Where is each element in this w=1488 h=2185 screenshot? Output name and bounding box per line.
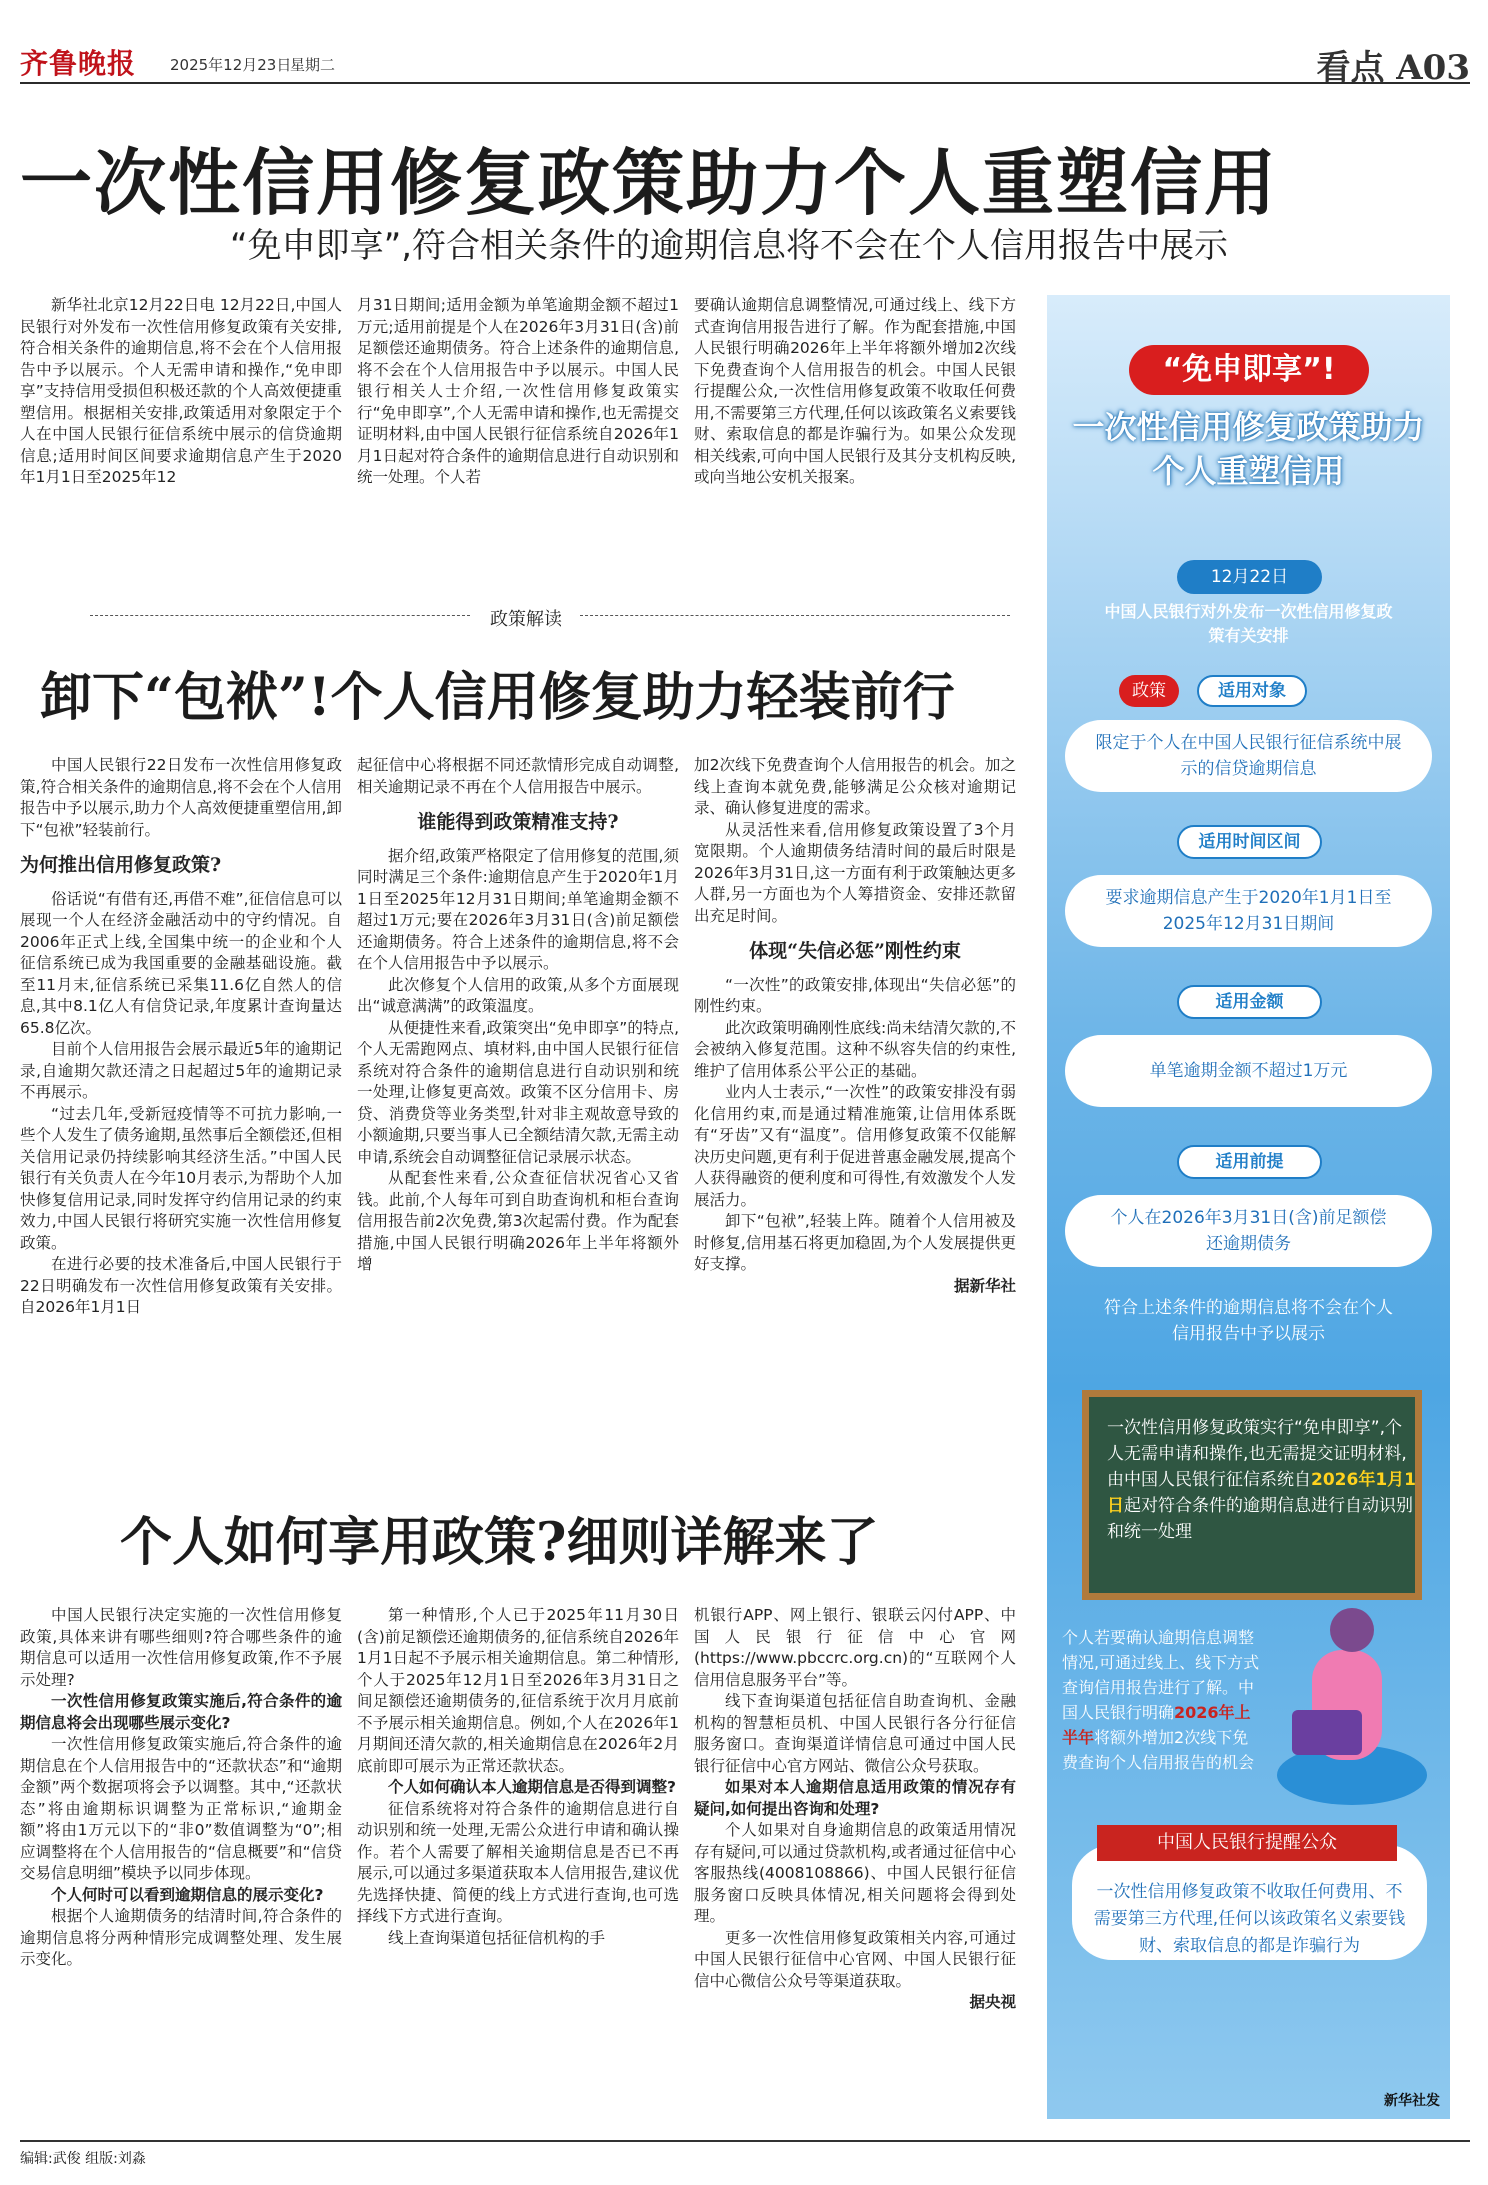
page-footer: 编辑:武俊 组版:刘淼 bbox=[20, 2140, 1470, 2168]
section-divider bbox=[90, 605, 1010, 630]
policy-tag: 政策 bbox=[1119, 675, 1179, 707]
paragraph: 从便捷性来看,政策突出“免申即享”的特点,个人无需跑网点、填材料,由中国人民银行征信系统对符合条件的逾期信息进行自动识别和统一处理,让修复更高效。政策不区分信用卡、房贷、消费贷等业务类型,针对非主观故意导致的小额逾期,只要当事人已全额结清欠款,无需主动申请,系统会自动调整征信记录展示状态。 bbox=[357, 1018, 679, 1166]
paragraph: 中国人民银行决定实施的一次性信用修复政策,具体来讲有哪些细则?符合哪些条件的逾期信息可以适用一次性信用修复政策,作不予展示处理? bbox=[20, 1606, 342, 1689]
paragraph: 中国人民银行22日发布一次性信用修复政策,符合相关条件的逾期信息,将不会在个人信用报告中予以展示,助力个人高效便捷重塑信用,卸下“包袱”轻装前行。 bbox=[20, 756, 342, 839]
period-tag: 适用时间区间 bbox=[1177, 825, 1322, 859]
source-credit: 据央视 bbox=[969, 1993, 1016, 2011]
paragraph: “过去几年,受新冠疫情等不可抗力影响,一些个人发生了债务逾期,虽然事后全额偿还,但相关信用记录仍持续影响其经济生活。”中国人民银行有关负责人在今年10月表示,为帮助个人加快修复信用记录,同时发挥守约信用记录的约束效力,中国人民银行将研究实施一次性信用修复政策。 bbox=[20, 1104, 342, 1252]
details-column-1 bbox=[20, 1605, 342, 1971]
board-text-a: 一次性信用修复政策实行“免申即享”,个人无需申请和操作,也无需提交证明材料,由中国人民银行征信系统自 bbox=[1107, 1418, 1407, 1490]
paragraph: 此次修复个人信用的政策,从多个方面展现出“诚意满满”的政策温度。 bbox=[357, 975, 679, 1015]
premise-tag: 适用前提 bbox=[1177, 1145, 1322, 1179]
paragraph: 个人如果对自身逾期信息的政策适用情况存有疑问,可以通过贷款机构,或者通过征信中心客服热线(4008108866)、中国人民银行征信服务窗口反映具体情况,相关问题将会得到处理。 bbox=[694, 1821, 1016, 1925]
query-text bbox=[1062, 1625, 1262, 1775]
chalkboard bbox=[1082, 1390, 1422, 1600]
amount-tag: 适用金额 bbox=[1177, 985, 1322, 1019]
date-pill: 12月22日 bbox=[1177, 560, 1322, 594]
paragraph: 第一种情形,个人已于2025年11月30日(含)前足额偿还逾期债务的,征信系统自2026年1月1日起不予展示相关逾期信息。第二种情形,个人于2025年12月1日至2026年3月31日之间足额偿还逾期债务的,征信系统于次月月底前不予展示相关逾期信息。例如,个人在2026年1月期间还清欠款的,相关逾期信息在2026年2月底前即可展示为正常还款状态。 bbox=[357, 1606, 679, 1775]
paragraph: 线下查询渠道包括征信自助查询机、金融机构的智慧柜员机、中国人民银行各分行征信服务窗口。查询渠道详情信息可通过中国人民银行征信中心官方网站、微信公众号获取。 bbox=[694, 1692, 1016, 1775]
policy-column-3 bbox=[694, 755, 1016, 1297]
paragraph: 征信系统将对符合条件的逾期信息进行自动识别和统一处理,无需公众进行申请和确认操作。若个人需要了解相关逾期信息是否已不再展示,可以通过多渠道获取本人信用报告,建议优先选择快捷、简便的线上方式进行查询,也可选择线下方式进行查询。 bbox=[357, 1799, 679, 1925]
query-text-b: 将额外增加2次线下免费查询个人信用报告的机会 bbox=[1062, 1728, 1255, 1772]
paragraph: 在进行必要的技术准备后,中国人民银行于22日明确发布一次性信用修复政策有关安排。自2026年1月1日 bbox=[20, 1255, 342, 1316]
page-headline: 一次性信用修复政策助力个人重塑信用 bbox=[20, 140, 1279, 225]
masthead bbox=[20, 40, 1470, 88]
paragraph: 起征信中心将根据不同还款情形完成自动调整,相关逾期记录不再在个人信用报告中展示。 bbox=[357, 756, 679, 796]
infographic-badge: “免申即享”! bbox=[1129, 345, 1369, 395]
premise-card: 个人在2026年3月31日(含)前足额偿还逾期债务 bbox=[1065, 1195, 1432, 1267]
paragraph: 卸下“包袱”,轻装上阵。随着个人信用被及时修复,信用基石将更加稳固,为个人发展提供更好支撑。 bbox=[694, 1212, 1016, 1273]
paragraph: 据介绍,政策严格限定了信用修复的范围,须同时满足三个条件:逾期信息产生于2020年1月1日至2025年12月31日期间;单笔逾期金额不超过1万元;要在2026年3月31日(含)前足额偿还逾期债务。符合上述条件的逾期信息,将不会在个人信用报告中予以展示。 bbox=[357, 846, 679, 972]
query-text-a: 个人若要确认逾期信息调整情况,可通过线上、线下方式查询信用报告进行了解。中国人民银行明确 bbox=[1062, 1628, 1260, 1722]
paragraph: 此次政策明确刚性底线:尚未结清欠款的,不会被纳入修复范围。这种不纵容失信的约束性,维护了信用体系公平公正的基础。 bbox=[694, 1018, 1016, 1080]
paragraph: 从灵活性来看,信用修复政策设置了3个月宽限期。个人逾期债务结清时间的最后时限是2026年3月31日,这一方面有利于政策触达更多人群,另一方面也为个人筹措资金、安排还款留出充足时间。 bbox=[694, 820, 1016, 925]
policy-column-1 bbox=[20, 755, 342, 1319]
section-label: 看点 A03 bbox=[1316, 48, 1470, 88]
news-column-2 bbox=[357, 295, 679, 489]
paragraph: “一次性”的政策安排,体现出“失信必惩”的刚性约束。 bbox=[694, 975, 1016, 1015]
divider-label: 政策解读 bbox=[490, 609, 562, 630]
paragraph: 一次性信用修复政策实施后,符合条件的逾期信息在个人信用报告中的“还款状态”和“逾期金额”两个数据项将会予以调整。其中,“还款状态”将由逾期标识调整为正常标识,“逾期金额”将由1万元以下的“非0”数值调整为“0”;相应调整将在个人信用报告的“信息概要”和“信贷交易信息明细”模块予以同步体现。 bbox=[20, 1735, 342, 1882]
divider-line bbox=[580, 615, 1010, 616]
paragraph: 更多一次性信用修复政策相关内容,可通过中国人民银行征信中心官网、中国人民银行征信中心微信公众号等渠道获取。 bbox=[694, 1928, 1016, 1990]
target-tag: 适用对象 bbox=[1197, 675, 1307, 707]
question: 如果对本人逾期信息适用政策的情况存有疑问,如何提出咨询和处理? bbox=[694, 1778, 1016, 1818]
date-description: 中国人民银行对外发布一次性信用修复政策有关安排 bbox=[1104, 602, 1393, 645]
paragraph: 俗话说“有借有还,再借不难”,征信信息可以展现一个人在经济金融活动中的守约情况。自2006年正式上线,全国集中统一的企业和个人征信系统已成为我国重要的金融基础设施。截至11月末,征信系统已采集11.6亿自然人的信息,其中8.1亿人有信贷记录,年度累计查询量达65.8亿次。 bbox=[20, 889, 342, 1037]
subheading: 体现“失信必惩”刚性约束 bbox=[749, 940, 961, 962]
infographic-title: 一次性信用修复政策助力个人重塑信用 bbox=[1072, 408, 1425, 490]
divider-line bbox=[90, 615, 470, 616]
news-paragraph: 新华社北京12月22日电 12月22日,中国人民银行对外发布一次性信用修复政策有关安排,符合相关条件的逾期信息,将不会在个人信用报告中予以展示。个人无需申请和操作,“免申即享”支持信用受损但积极还款的个人高效便捷重塑信用。根据相关安排,政策适用对象限定于个人在中国人民银行征信系统中展示的信贷逾期信息;适用时间区间要求逾期信息产生于2020年1月1日至2025年12 bbox=[20, 296, 342, 486]
paragraph: 目前个人信用报告会展示最近5年的逾期记录,自逾期欠款还清之日起超过5年的逾期记录不再展示。 bbox=[20, 1040, 342, 1101]
details-column-2 bbox=[357, 1605, 679, 1949]
page-subheadline: “免申即享”,符合相关条件的逾期信息将不会在个人信用报告中展示 bbox=[230, 226, 1229, 266]
infographic-credit: 新华社发 bbox=[1384, 2093, 1440, 2109]
question: 一次性信用修复政策实施后,符合条件的逾期信息将会出现哪些展示变化? bbox=[20, 1692, 342, 1732]
article-headline-policy: 卸下“包袱”!个人信用修复助力轻装前行 bbox=[40, 667, 955, 728]
paragraph: 线上查询渠道包括征信机构的手 bbox=[388, 1928, 606, 1947]
question: 个人何时可以看到逾期信息的展示变化? bbox=[51, 1885, 324, 1904]
amount-card: 单笔逾期金额不超过1万元 bbox=[1065, 1035, 1432, 1107]
details-column-3 bbox=[694, 1605, 1016, 2014]
chalkboard-text bbox=[1107, 1415, 1417, 1545]
target-card: 限定于个人在中国人民银行征信系统中展示的信贷逾期信息 bbox=[1065, 720, 1432, 792]
issue-weekday: 星期二 bbox=[290, 56, 336, 74]
news-column-1 bbox=[20, 295, 342, 489]
reader-illustration-icon bbox=[1272, 1590, 1432, 1810]
question: 个人如何确认本人逾期信息是否得到调整? bbox=[388, 1778, 676, 1796]
news-paragraph: 要确认逾期信息调整情况,可通过线上、线下方式查询信用报告进行了解。作为配套措施,中国人民银行明确2026年上半年将额外增加2次线下免费查询个人信用报告的机会。中国人民银行提醒公众,一次性信用修复政策不收取任何费用,不需要第三方代理,任何以该政策名义索要钱财、索取信息的都是诈骗行为。如果公众发现相关线索,可向中国人民银行及其分支机构反映,或向当地公安机关报案。 bbox=[694, 296, 1016, 486]
news-paragraph: 月31日期间;适用金额为单笔逾期金额不超过1万元;适用前提是个人在2026年3月31日(含)前足额偿还逾期债务。符合上述条件的逾期信息,将不会在个人信用报告中予以展示。中国人民银行相关人士介绍,一次性信用修复政策实行“免申即享”,个人无需申请和操作,也无需提交证明材料,由中国人民银行征信系统自2026年1月1日起对符合条件的逾期信息进行自动识别和统一处理。个人若 bbox=[357, 296, 679, 486]
policy-column-2 bbox=[357, 755, 679, 1276]
infographic-panel bbox=[1047, 295, 1450, 2119]
paragraph: 机银行APP、网上银行、银联云闪付APP、中国人民银行征信中心官网(https://www.pbccrc.org.cn)的“互联网个人信用信息服务平台”等。 bbox=[694, 1606, 1016, 1689]
article-headline-details: 个人如何享用政策?细则详解来了 bbox=[120, 1512, 879, 1573]
notice-label: 中国人民银行提醒公众 bbox=[1097, 1825, 1397, 1861]
newspaper-logo: 齐鲁晚报 bbox=[20, 47, 137, 80]
board-text-b: 起对符合条件的逾期信息进行自动识别和统一处理 bbox=[1107, 1496, 1413, 1542]
paragraph: 根据个人逾期债务的结清时间,符合条件的逾期信息将分两种情形完成调整处理、发生展示变化。 bbox=[20, 1907, 342, 1968]
result-text: 符合上述条件的逾期信息将不会在个人信用报告中予以展示 bbox=[1104, 1298, 1393, 1344]
subheading: 为何推出信用修复政策? bbox=[20, 854, 222, 876]
paragraph: 加2次线下免费查询个人信用报告的机会。加之线上查询本就免费,能够满足公众核对逾期记录、确认修复进度的需求。 bbox=[694, 756, 1016, 817]
notice-box: 一次性信用修复政策不收取任何费用、不需要第三方代理,任何以该政策名义索要钱财、索取信息的都是诈骗行为 bbox=[1072, 1845, 1427, 1960]
period-card: 要求逾期信息产生于2020年1月1日至2025年12月31日期间 bbox=[1065, 875, 1432, 947]
paragraph: 业内人士表示,“一次性”的政策安排没有弱化信用约束,而是通过精准施策,让信用体系既有“牙齿”又有“温度”。信用修复政策不仅能解决历史问题,更有利于促进普惠金融发展,提高个人获得融资的便利度和可得性,有效激发个人发展活力。 bbox=[694, 1083, 1016, 1209]
source-credit: 据新华社 bbox=[953, 1276, 1016, 1295]
query-highlight: 2026年上半年 bbox=[1062, 1703, 1251, 1747]
news-column-3 bbox=[694, 295, 1016, 489]
paragraph: 从配套性来看,公众查征信状况省心又省钱。此前,个人每年可到自助查询机和柜台查询信用报告前2次免费,第3次起需付费。作为配套措施,中国人民银行明确2026年上半年将额外增 bbox=[357, 1169, 679, 1273]
subheading: 谁能得到政策精准支持? bbox=[417, 811, 619, 833]
issue-date: 2025年12月23日 bbox=[170, 56, 292, 74]
board-highlight: 2026年1月1日 bbox=[1107, 1470, 1416, 1516]
